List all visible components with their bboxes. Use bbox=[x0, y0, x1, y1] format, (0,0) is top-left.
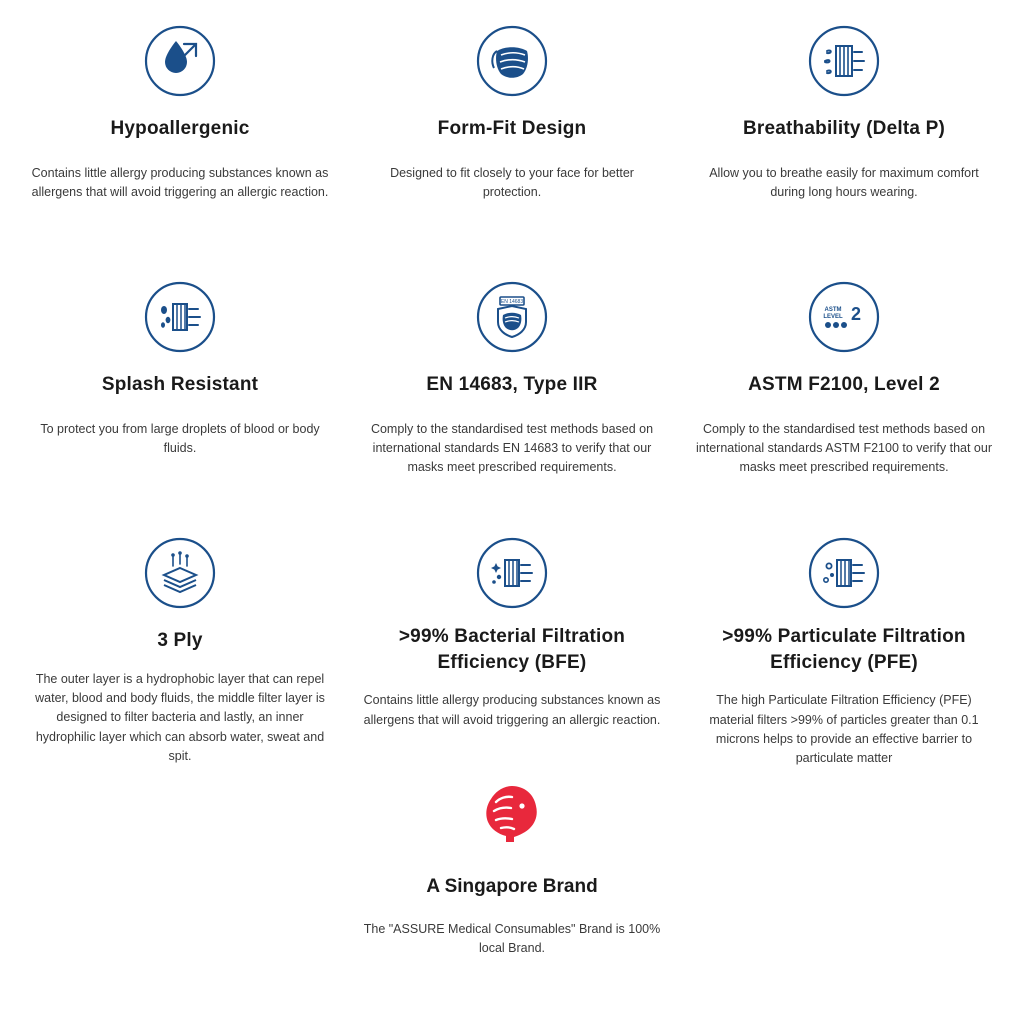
bacteria-filtration-circle-icon bbox=[475, 536, 549, 610]
en14683-badge-circle-icon bbox=[475, 280, 549, 354]
feature-description: Designed to fit closely to your face for better protection. bbox=[390, 165, 634, 200]
airflow-layers-circle-icon bbox=[807, 24, 881, 98]
feature-card-astm-f2100 bbox=[678, 266, 1010, 522]
feature-description: Comply to the standardised test methods based on international standards ASTM F2100 to verify that our masks meet prescribed requirements. bbox=[696, 421, 992, 475]
footer-title: A Singapore Brand bbox=[426, 876, 598, 897]
feature-card-singapore-brand bbox=[0, 780, 1024, 959]
three-layers-circle-icon bbox=[143, 536, 217, 610]
feature-description: Contains little allergy producing substances known as allergens that will avoid triggering an allergic reaction. bbox=[31, 165, 329, 200]
feature-title: Breathability (Delta P) bbox=[742, 118, 946, 139]
feature-card-hypoallergenic bbox=[14, 10, 346, 266]
water-drop-circle-icon bbox=[143, 24, 217, 98]
feature-card-en-14683 bbox=[346, 266, 678, 522]
feature-title: Form-Fit Design bbox=[437, 118, 587, 139]
feature-card-bacterial-filtration bbox=[346, 522, 678, 778]
face-mask-circle-icon bbox=[475, 24, 549, 98]
feature-card-form-fit-design bbox=[346, 10, 678, 266]
feature-title: Hypoallergenic bbox=[110, 118, 250, 139]
feature-title: ASTM F2100, Level 2 bbox=[748, 374, 940, 395]
feature-description: The outer layer is a hydrophobic layer that can repel water, blood and body fluids, the middle filter layer is designed to filter bacteria and lastly, an inner hydrophilic layer which can absorb water, sweat and spit. bbox=[35, 671, 325, 764]
feature-card-3-ply bbox=[14, 522, 346, 778]
feature-card-splash-resistant bbox=[14, 266, 346, 522]
feature-title: 3 Ply bbox=[157, 630, 203, 651]
feature-title: >99% Particulate Filtration Efficiency (PFE) bbox=[722, 626, 966, 673]
en-badge-label: EN 14683 bbox=[500, 299, 524, 305]
astm-label-line2: LEVEL bbox=[823, 314, 843, 320]
feature-title: EN 14683, Type IIR bbox=[426, 374, 598, 395]
splash-droplets-circle-icon bbox=[143, 280, 217, 354]
astm-level-value: 2 bbox=[850, 304, 862, 324]
footer-description: The "ASSURE Medical Consumables" Brand is 100% local Brand. bbox=[363, 922, 661, 956]
feature-title: >99% Bacterial Filtration Efficiency (BFE) bbox=[398, 626, 626, 673]
astm-level2-circle-icon bbox=[807, 280, 881, 354]
feature-description: Comply to the standardised test methods based on international standards EN 14683 to verify that our masks meet prescribed requirements. bbox=[370, 421, 654, 475]
feature-card-particulate-filtration bbox=[678, 522, 1010, 778]
feature-title: Splash Resistant bbox=[101, 374, 259, 395]
astm-label-line1: ASTM bbox=[824, 307, 842, 313]
particle-filtration-circle-icon bbox=[807, 536, 881, 610]
features-grid bbox=[14, 10, 1010, 778]
feature-description: Allow you to breathe easily for maximum comfort during long hours wearing. bbox=[709, 165, 979, 200]
feature-description: The high Particulate Filtration Efficiency (PFE) material filters >99% of particles greater than 0.1 microns helps to provide an effective barrier to particulate matter bbox=[709, 693, 979, 766]
singapore-lion-head-icon bbox=[466, 780, 558, 858]
feature-description: Contains little allergy producing substances known as allergens that will avoid triggering an allergic reaction. bbox=[363, 693, 661, 727]
feature-description: To protect you from large droplets of blood or body fluids. bbox=[40, 421, 320, 456]
feature-card-breathability bbox=[678, 10, 1010, 266]
